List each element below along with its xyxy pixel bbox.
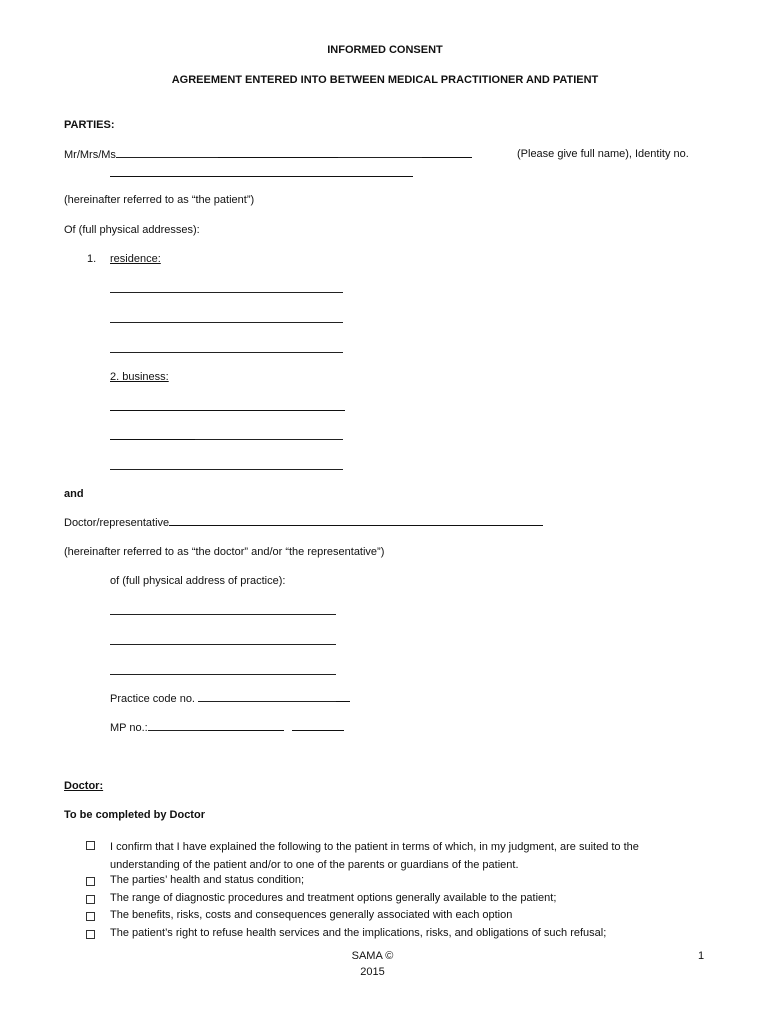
document-title: INFORMED CONSENT	[327, 44, 443, 56]
physical-addresses-label: Of (full physical addresses):	[64, 224, 200, 236]
page-number: 1	[698, 950, 705, 962]
business-line-2a[interactable]	[110, 439, 195, 440]
mp-no-field-3[interactable]	[292, 721, 344, 731]
business-label: 2. business:	[110, 371, 169, 383]
practice-code-label: Practice code no.	[110, 693, 195, 705]
name-hint: (Please give full name), Identity no.	[517, 148, 689, 160]
business-line-1[interactable]	[110, 410, 345, 411]
footer-org: SAMA ©	[351, 950, 394, 962]
residence-label: residence:	[110, 253, 161, 265]
and-connector: and	[64, 488, 84, 500]
checkbox-health-status[interactable]	[86, 877, 95, 886]
name-row	[64, 148, 472, 161]
residence-line-1[interactable]	[110, 292, 343, 293]
doctor-representative-row	[64, 516, 543, 529]
residence-line-3[interactable]	[110, 352, 343, 353]
checklist-item-diagnostic-range: The range of diagnostic procedures and treatment options generally available to the patient;	[110, 892, 557, 904]
practice-line-1[interactable]	[110, 614, 336, 615]
name-field-part1[interactable]	[116, 148, 218, 158]
checklist-item-confirm: I confirm that I have explained the following to the patient in terms of which, in my judgment, are suited to the understanding of the patient and/or to one of the parents or guardians of the patient.	[110, 841, 639, 871]
practice-line-3[interactable]	[110, 674, 336, 675]
identity-number-field[interactable]	[110, 176, 413, 177]
residence-line-2[interactable]	[110, 322, 343, 323]
residence-number: 1.	[87, 253, 97, 265]
checkbox-right-to-refuse[interactable]	[86, 930, 95, 939]
patient-reference: (hereinafter referred to as “the patient”)	[64, 194, 255, 206]
mp-no-field-2[interactable]	[200, 721, 284, 731]
doctor-reference: (hereinafter referred to as “the doctor” and/or “the representative”)	[64, 546, 385, 558]
name-prefix: Mr/Mrs/Ms	[64, 149, 116, 161]
name-field-part4[interactable]	[422, 148, 472, 158]
practice-code-row	[110, 692, 350, 705]
name-field-part2[interactable]	[218, 148, 338, 158]
business-line-3[interactable]	[110, 469, 343, 470]
footer-year: 2015	[360, 966, 385, 978]
checklist-item-health-status: The parties’ health and status condition;	[110, 874, 305, 886]
document-subtitle: AGREEMENT ENTERED INTO BETWEEN MEDICAL PRACTITIONER AND PATIENT	[171, 74, 599, 86]
name-field-part3[interactable]	[338, 148, 422, 158]
checklist-item-right-to-refuse: The patient’s right to refuse health services and the implications, risks, and obligations of such refusal;	[110, 927, 607, 939]
doctor-representative-field[interactable]	[169, 516, 543, 526]
practice-address-label: of (full physical address of practice):	[110, 575, 286, 587]
checkbox-confirm[interactable]	[86, 841, 95, 850]
parties-heading: PARTIES:	[64, 119, 115, 131]
mp-no-row	[110, 721, 344, 734]
mp-no-label: MP no.:	[110, 722, 148, 734]
practice-code-field-end[interactable]	[336, 692, 350, 702]
mp-no-field-1[interactable]	[148, 721, 200, 731]
practice-line-2[interactable]	[110, 644, 336, 645]
doctor-heading: Doctor:	[64, 780, 104, 792]
checklist-item-benefits-risks: The benefits, risks, costs and consequences generally associated with each option	[110, 909, 513, 921]
practice-code-field[interactable]	[198, 692, 336, 702]
to-be-completed-label: To be completed by Doctor	[64, 809, 205, 821]
business-line-2b[interactable]	[195, 439, 343, 440]
checkbox-diagnostic-range[interactable]	[86, 895, 95, 904]
doctor-representative-label: Doctor/representative	[64, 517, 170, 529]
checkbox-benefits-risks[interactable]	[86, 912, 95, 921]
